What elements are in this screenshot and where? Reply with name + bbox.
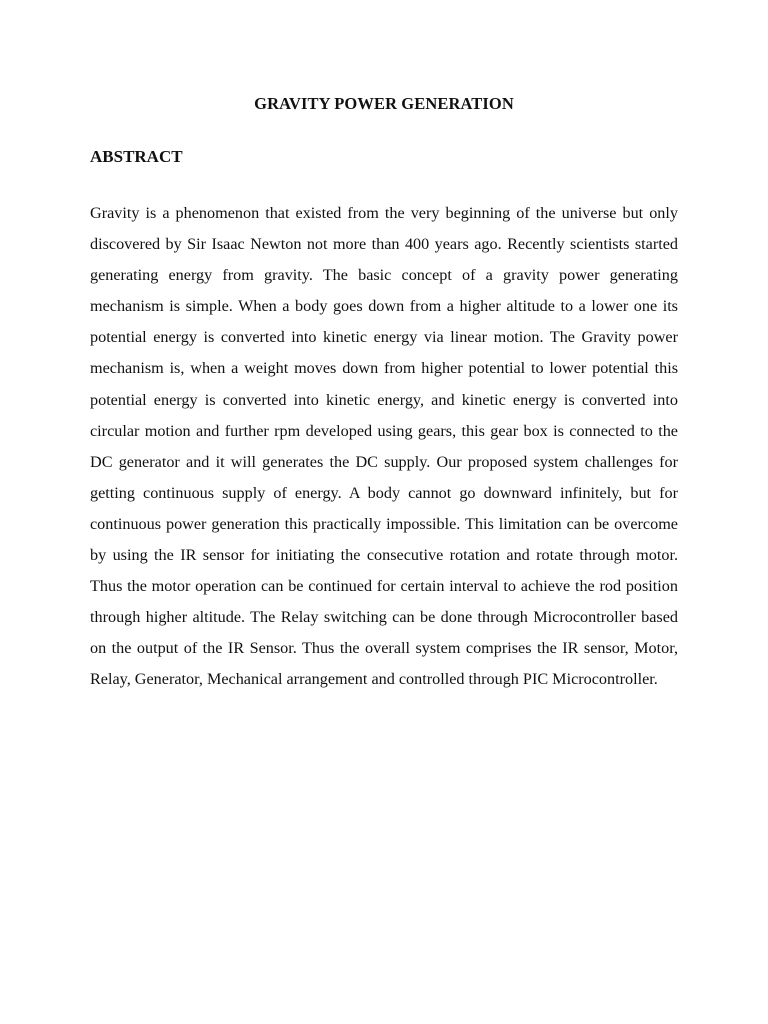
abstract-heading: ABSTRACT: [90, 147, 183, 166]
document-title: GRAVITY POWER GENERATION: [254, 94, 514, 113]
abstract-paragraph: Gravity is a phenomenon that existed from the very beginning of the universe but only discovered by Sir Isaac Newton not more than 400 years ago. Recently scientists started generating energy from gravity. The basic concept of a gravity power generating mechanism is simple. When a body goes down from a higher altitude to a lower one its potential energy is converted into kinetic energy via linear motion. The Gravity power mechanism is, when a weight moves down from higher potential to lower potential this potential energy is converted into kinetic energy, and kinetic energy is converted into circular motion and further rpm developed using gears, this gear box is connected to the DC generator and it will generates the DC supply. Our proposed system challenges for getting continuous supply of energy. A body cannot go downward infinitely, but for continuous power generation this practically impossible. This limitation can be overcome by using the IR sensor for initiating the consecutive rotation and rotate through motor. Thus the motor operation can be continued for certain interval to achieve the rod position through higher altitude. The Relay switching can be done through Microcontroller based on the output of the IR Sensor. Thus the overall system comprises the IR sensor, Motor, Relay, Generator, Mechanical arrangement and controlled through PIC Microcontroller.: [90, 204, 678, 689]
